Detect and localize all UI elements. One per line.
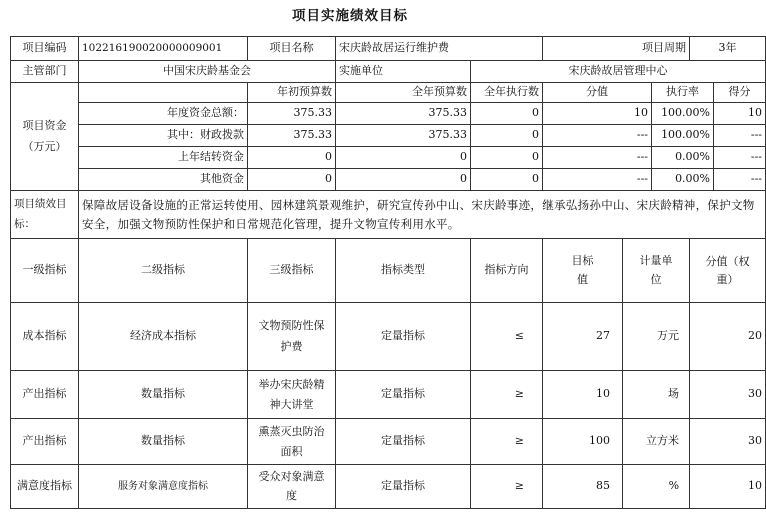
project-period-value: 3年	[690, 37, 766, 61]
indicator-direction: ≥	[471, 371, 543, 419]
project-code-value: 102216190020000009001	[79, 37, 248, 61]
indicator-header-direction: 指标方向	[471, 239, 543, 303]
funds-cell: 0	[248, 169, 336, 191]
indicator-header-level1: 一级指标	[11, 239, 79, 303]
implementing-unit-value: 宋庆龄故居管理中心	[471, 61, 766, 83]
indicator-unit: 场	[623, 371, 690, 419]
funds-corner	[79, 83, 248, 103]
goal-text: 保障故居设备设施的正常运转使用、园林建筑景观维护，研究宣传孙中山、宋庆龄事迹，继承弘扬孙中山、宋庆龄精神，保护文物安全，加强文物预防性保护和日常规范化管理，提升文物宣传利用水平。	[79, 191, 766, 239]
indicator-level1: 满意度指标	[11, 465, 79, 509]
funds-header-rate: 执行率	[652, 83, 714, 103]
funds-cell: 375.33	[248, 125, 336, 147]
indicator-level2: 数量指标	[79, 371, 248, 419]
funds-cell: 0.00%	[652, 169, 714, 191]
indicator-unit: %	[623, 465, 690, 509]
indicator-row	[11, 419, 766, 465]
indicator-level3: 熏蒸灭虫防治面积	[248, 419, 336, 465]
project-name-value: 宋庆龄故居运行维护费	[336, 37, 543, 61]
indicator-header-score: 分值（权重）	[690, 239, 766, 303]
funds-cell: 0	[471, 125, 543, 147]
goal-row	[11, 191, 766, 239]
indicator-score: 30	[690, 371, 766, 419]
funds-row	[11, 103, 766, 125]
project-code-label: 项目编码	[11, 37, 79, 61]
indicator-score: 30	[690, 419, 766, 465]
indicator-type: 定量指标	[336, 419, 471, 465]
indicator-target: 100	[543, 419, 623, 465]
performance-table-container	[10, 36, 763, 524]
project-code-row	[11, 37, 766, 61]
funds-cell: 0	[336, 169, 471, 191]
indicator-target: 85	[543, 465, 623, 509]
funds-header-initial: 年初预算数	[248, 83, 336, 103]
indicator-type: 定量指标	[336, 303, 471, 371]
funds-cell: ---	[714, 169, 766, 191]
funds-cell: 0	[336, 147, 471, 169]
indicator-type: 定量指标	[336, 371, 471, 419]
funds-header-row	[11, 83, 766, 103]
funds-cell: 0	[471, 147, 543, 169]
indicator-level3: 受众对象满意度	[248, 465, 336, 509]
indicator-level1: 成本指标	[11, 303, 79, 371]
indicator-row	[11, 303, 766, 371]
indicator-level3: 举办宋庆龄精神大讲堂	[248, 371, 336, 419]
funds-cell: ---	[714, 125, 766, 147]
indicator-level1: 产出指标	[11, 419, 79, 465]
funds-cell: 10	[543, 103, 652, 125]
indicator-unit: 立方米	[623, 419, 690, 465]
funds-row-label: 年度资金总额：	[79, 103, 248, 125]
funds-header-score-value: 分值	[543, 83, 652, 103]
indicator-unit: 万元	[623, 303, 690, 371]
department-label: 主管部门	[11, 61, 79, 83]
indicator-type: 定量指标	[336, 465, 471, 509]
indicator-row	[11, 371, 766, 419]
funds-row	[11, 125, 766, 147]
funds-cell: ---	[714, 147, 766, 169]
funds-cell: 0	[471, 103, 543, 125]
indicator-level3: 文物预防性保护费	[248, 303, 336, 371]
indicators-header-row	[11, 239, 766, 303]
funds-header-annual: 全年预算数	[336, 83, 471, 103]
indicator-header-target: 目标值	[543, 239, 623, 303]
indicator-target: 10	[543, 371, 623, 419]
funds-row	[11, 147, 766, 169]
indicator-level1: 产出指标	[11, 371, 79, 419]
indicator-direction: ≥	[471, 419, 543, 465]
indicator-header-level2: 二级指标	[79, 239, 248, 303]
funds-cell: 375.33	[248, 103, 336, 125]
funds-row	[11, 169, 766, 191]
funds-cell: ---	[543, 169, 652, 191]
project-name-label: 项目名称	[248, 37, 336, 61]
indicator-score: 10	[690, 465, 766, 509]
funds-row-label: 其中：财政拨款	[79, 125, 248, 147]
indicator-row	[11, 465, 766, 509]
funds-label: 项目资金（万元）	[11, 83, 79, 191]
indicator-direction: ≤	[471, 303, 543, 371]
funds-header-executed: 全年执行数	[471, 83, 543, 103]
funds-cell: 0.00%	[652, 147, 714, 169]
indicator-target: 27	[543, 303, 623, 371]
funds-cell: 10	[714, 103, 766, 125]
funds-cell: 100.00%	[652, 125, 714, 147]
funds-cell: 375.33	[336, 125, 471, 147]
funds-cell: ---	[543, 125, 652, 147]
department-value: 中国宋庆龄基金会	[79, 61, 336, 83]
goal-label: 项目绩效目标：	[11, 191, 79, 239]
implementing-unit-label: 实施单位	[336, 61, 471, 83]
funds-row-label: 其他资金	[79, 169, 248, 191]
indicator-level2: 服务对象满意度指标	[79, 465, 248, 509]
page-title: 项目实施绩效目标	[292, 8, 408, 24]
funds-cell: 100.00%	[652, 103, 714, 125]
indicator-level2: 数量指标	[79, 419, 248, 465]
performance-table	[10, 36, 766, 509]
funds-row-label: 上年结转资金	[79, 147, 248, 169]
indicator-level2: 经济成本指标	[79, 303, 248, 371]
indicator-header-level3: 三级指标	[248, 239, 336, 303]
indicator-header-unit: 计量单位	[623, 239, 690, 303]
funds-cell: 375.33	[336, 103, 471, 125]
funds-header-score: 得分	[714, 83, 766, 103]
funds-cell: 0	[471, 169, 543, 191]
department-row	[11, 61, 766, 83]
funds-cell: ---	[543, 147, 652, 169]
funds-cell: 0	[248, 147, 336, 169]
indicator-header-type: 指标类型	[336, 239, 471, 303]
indicator-direction: ≥	[471, 465, 543, 509]
indicator-score: 20	[690, 303, 766, 371]
project-period-label: 项目周期	[543, 37, 690, 61]
